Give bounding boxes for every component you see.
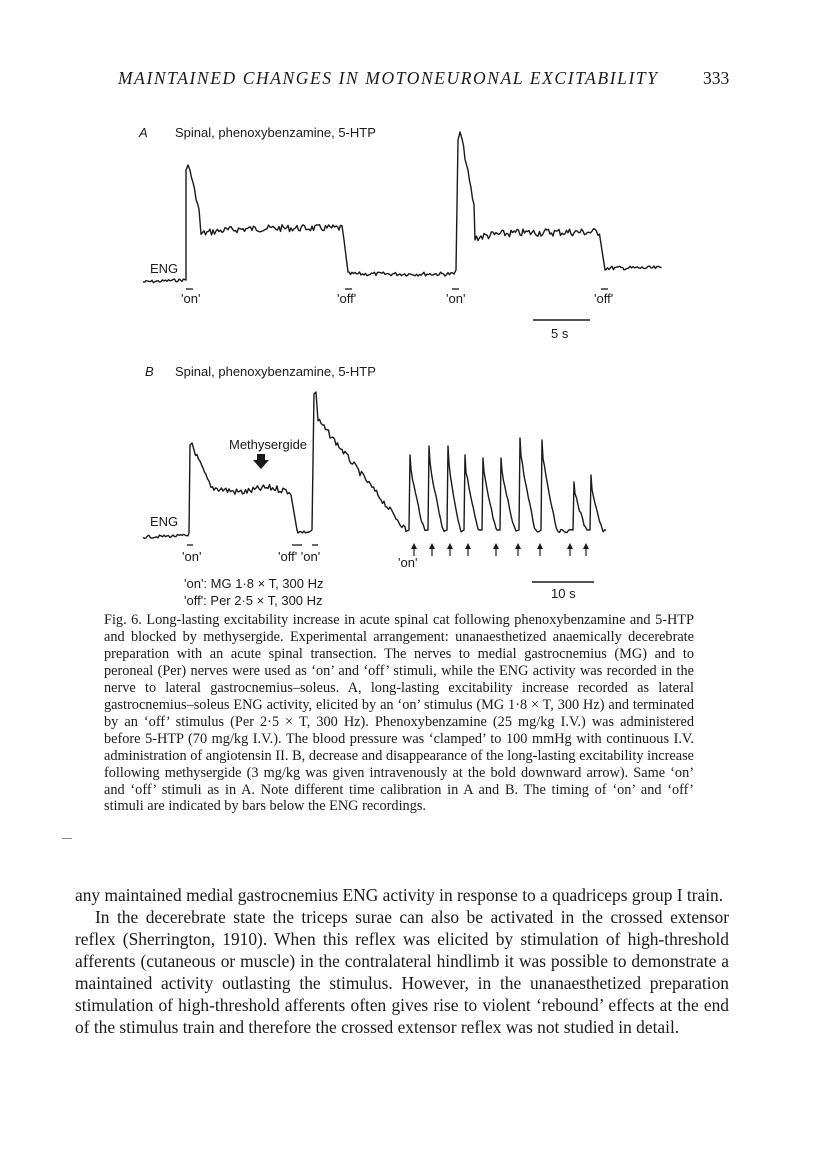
body-paragraph-2: In the decerebrate state the triceps surae can also be activated in the crossed extensor reflex (Sherrington, 1910). When this reflex was elicited by stimulation of high-threshold afferents (cutaneous or muscle) in the contralateral hindlimb it was possible to demonstrate a maintained activity outlasting the stimulus. However, in the unanaesthetized preparation stimulation of high-threshold afferents often gives rise to violent ‘rebound’ effects at the end of the stimulus train and therefore the crossed extensor reflex was not studied in detail. — [75, 907, 729, 1037]
body-text — [75, 884, 729, 1038]
running-head-title: MAINTAINED CHANGES IN MOTONEURONAL EXCITABILITY — [118, 68, 659, 88]
panel-a-letter: A — [139, 125, 148, 140]
stimulus-arrow-icon — [447, 543, 453, 556]
panel-b-mark-on-1: 'on' — [182, 549, 202, 564]
panel-a-eng-trace — [143, 132, 662, 283]
caption-text: Long-lasting excitability increase in acute spinal cat following phenoxybenzamine and 5-HTP and blocked by methysergide. Experimental arrangement: unanaesthetized anaemically decerebrate preparation with an acute spinal transection. The nerves to medial gastrocnemius (MG) and to peroneal (Per) nerves were used as ‘on’ and ‘off’ stimuli, while the ENG activity was recorded in the nerve to lateral gastrocnemius–soleus. A, long-lasting excitability increase recorded as lateral gastrocnemius–soleus ENG activity, elicited by an ‘on’ stimulus (MG 1·8 × T, 300 Hz) and terminated by an ‘off’ stimulus (Per 2·5 × T, 300 Hz). Phenoxybenzamine (25 mg/kg I.V.) was administered before 5-HTP (70 mg/kg I.V.). The blood pressure was ‘clamped’ to 100 mmHg with continuous I.V. administration of angiotensin II. B, decrease and disappearance of the long-lasting excitability increase following methysergide (3 mg/kg was given intravenously at the bold downward arrow). Same ‘on’ and ‘off’ stimuli as in A. Note different time calibration in A and B. The timing of ‘on’ and ‘off’ stimuli are indicated by bars below the ENG recordings. — [104, 612, 694, 815]
stimulus-arrow-icon — [537, 543, 543, 556]
methysergide-label: Methysergide — [229, 437, 308, 452]
panel-a-mark-on-1: 'on' — [181, 291, 201, 306]
legend-on: 'on': MG 1·8 × T, 300 Hz — [184, 576, 324, 591]
panel-a-eng-label: ENG — [150, 261, 179, 276]
stimulus-arrow-icon — [465, 543, 471, 556]
panel-b-scale-label: 10 s — [551, 586, 576, 601]
caption-label: Fig. 6. — [104, 612, 142, 628]
panel-b-mark-on-3: 'on' — [398, 555, 418, 570]
methysergide-arrow-icon — [253, 454, 269, 469]
panel-b-stimulus-arrows — [411, 543, 589, 556]
page-number: 333 — [703, 68, 730, 88]
stimulus-arrow-icon — [493, 543, 499, 556]
stimulus-arrow-icon — [429, 543, 435, 556]
body-paragraph-1: any maintained medial gastrocnemius ENG activity in response to a quadriceps group I train. — [75, 885, 724, 905]
panel-b-eng-label: ENG — [150, 514, 179, 529]
panel-a-mark-off-2: 'off' — [594, 291, 614, 306]
panel-b-title: Spinal, phenoxybenzamine, 5-HTP — [175, 364, 376, 379]
panel-a-mark-on-2: 'on' — [446, 291, 466, 306]
legend-off: 'off': Per 2·5 × T, 300 Hz — [184, 593, 323, 608]
panel-a-title: Spinal, phenoxybenzamine, 5-HTP — [175, 125, 376, 140]
panel-a-mark-off-1: 'off' — [337, 291, 357, 306]
panel-b-letter: B — [145, 364, 154, 379]
stimulus-arrow-icon — [583, 543, 589, 556]
panel-b-eng-trace — [143, 392, 606, 538]
stimulus-arrow-icon — [515, 543, 521, 556]
panel-b-mark-off-on: 'off' 'on' — [278, 549, 321, 564]
figure-caption — [104, 612, 694, 815]
stimulus-arrow-icon — [567, 543, 573, 556]
panel-a-scale-label: 5 s — [551, 326, 569, 341]
margin-mark — [62, 838, 72, 839]
